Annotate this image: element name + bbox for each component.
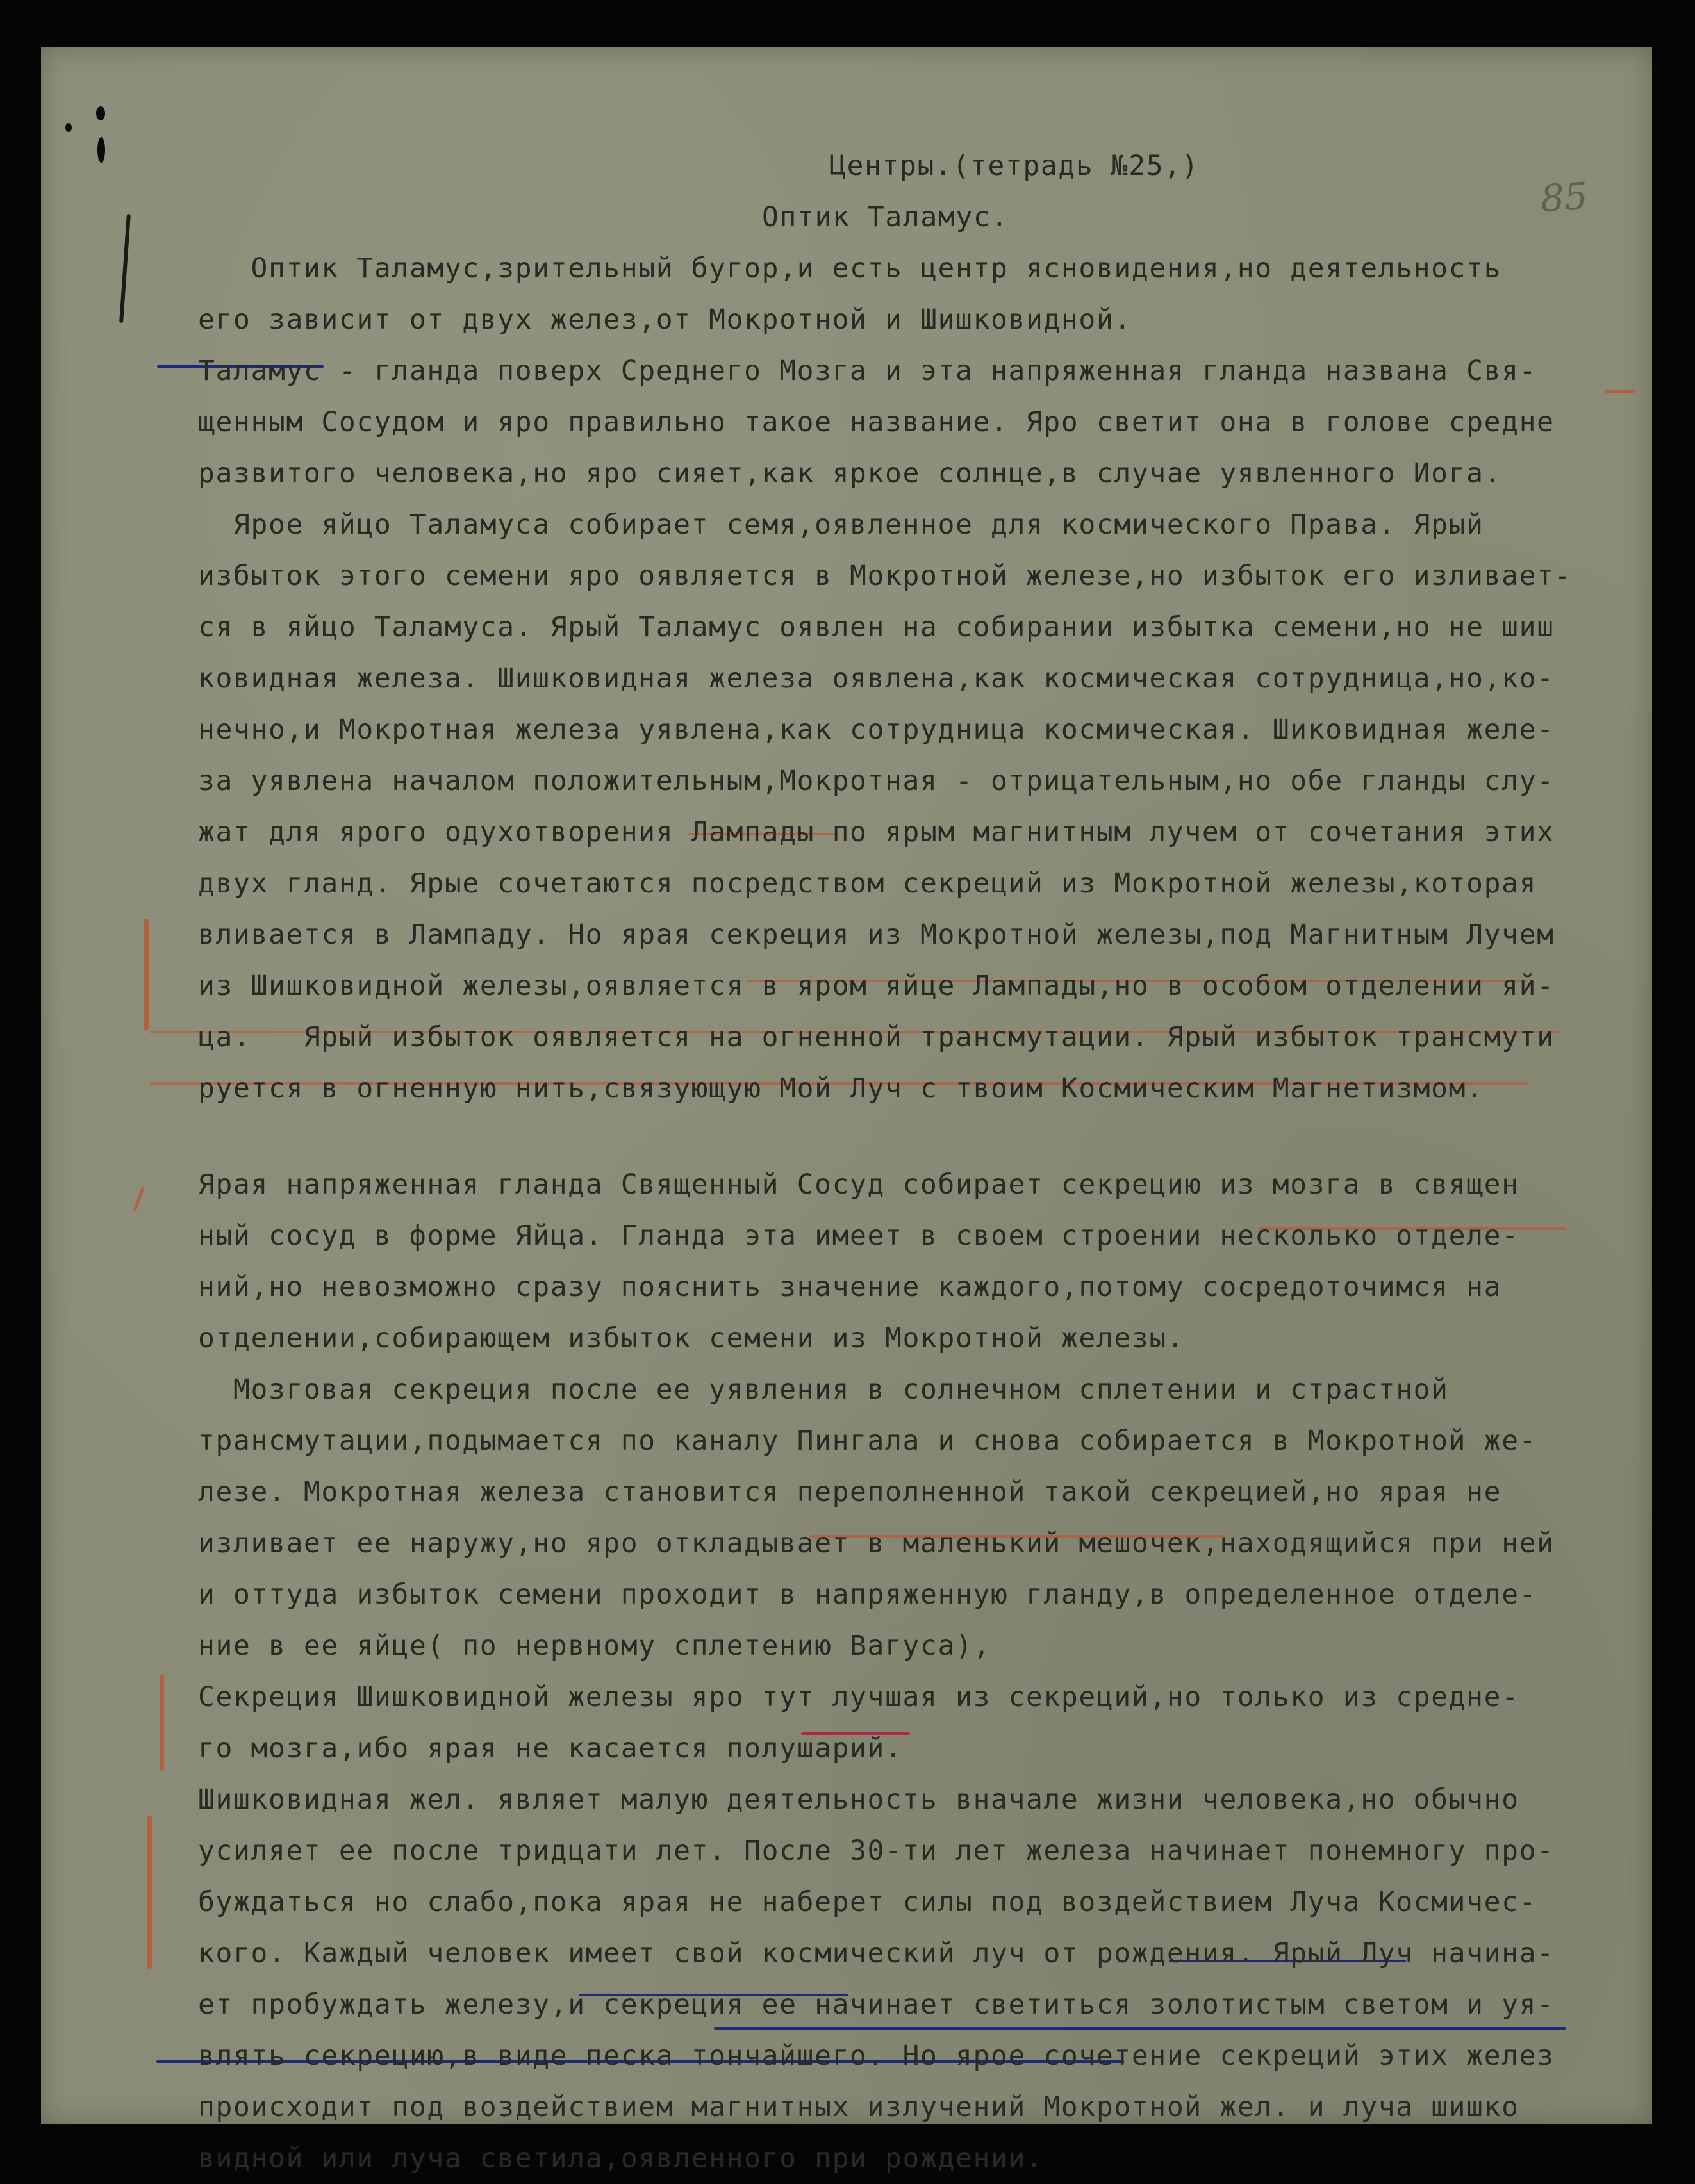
text-line: Ярая напряженная гланда Священный Сосуд собирает секрецию из мозга в священ bbox=[198, 1169, 1519, 1201]
text-line: ний,но невозможно сразу пояснить значение каждого,потому сосредоточимся на bbox=[198, 1271, 1502, 1303]
text-line: влять секрецию,в виде песка тончайшего. Но ярое сочетение секреций этих желез bbox=[198, 2040, 1555, 2072]
text-line: лезе. Мокротная железа становится переполненной такой секрецией,но ярая не bbox=[198, 1476, 1502, 1508]
text-line: усиляет ее после тридцати лет. После 30-ти лет железа начинает понемногу про- bbox=[198, 1835, 1555, 1867]
binding-hole bbox=[96, 106, 105, 120]
margin-mark-red bbox=[160, 1675, 164, 1771]
text-line: трансмутации,подымается по каналу Пингала и снова собирается в Мокротной же- bbox=[198, 1425, 1537, 1457]
folio-number: 85 bbox=[1539, 174, 1590, 221]
text-line: происходит под воздействием магнитных излучений Мокротной жел. и луча шишко bbox=[198, 2091, 1519, 2123]
text-line: из Шишковидной железы,оявляется в яром яйце Лампады,но в особом отделении яй- bbox=[198, 970, 1555, 1002]
document-title: Центры.(тетрадь №25,) bbox=[829, 150, 1200, 182]
document-page bbox=[41, 47, 1652, 2174]
text-line: Ярое яйцо Таламуса собирает семя,оявленное для космического Права. Ярый bbox=[198, 509, 1484, 541]
text-line: двух гланд. Ярые сочетаются посредством секреций из Мокротной железы,которая bbox=[198, 867, 1537, 899]
text-line: ца. Ярый избыток оявляется на огненной трансмутации. Ярый избыток трансмути bbox=[198, 1021, 1555, 1053]
text-line: и оттуда избыток семени проходит в напряженную гланду,в определенное отделе- bbox=[198, 1579, 1537, 1611]
text-line: Оптик Таламус,зрительный бугор,и есть центр ясновидения,но деятельность bbox=[198, 252, 1502, 284]
text-line: Мозговая секреция после ее уявления в солнечном сплетении и страстной bbox=[198, 1374, 1449, 1406]
text-line: Секреция Шишковидной железы яро тут лучшая из секреций,но только из средне- bbox=[198, 1681, 1519, 1713]
text-line: ный сосуд в форме Яйца. Гланда эта имеет в своем строении несколько отделе- bbox=[198, 1220, 1519, 1252]
binding-hole bbox=[65, 123, 72, 132]
text-line: руется в огненную нить,связующую Мой Луч с твоим Космическим Магнетизмом. bbox=[198, 1072, 1484, 1104]
text-line: видной или луча светила,оявленного при рождении. bbox=[198, 2142, 1044, 2174]
text-line: щенным Сосудом и яро правильно такое название. Яро светит она в голове средне bbox=[198, 406, 1555, 438]
margin-mark-black bbox=[119, 214, 131, 323]
text-line: избыток этого семени яро оявляется в Мокротной железе,но избыток его изливает- bbox=[198, 560, 1573, 592]
margin-mark-red bbox=[144, 919, 149, 1031]
text-line: Таламус - гланда поверх Среднего Мозга и эта напряженная гланда названа Свя- bbox=[198, 355, 1537, 387]
text-line: вливается в Лампаду. Но ярая секреция из Мокротной железы,под Магнитным Лучем bbox=[198, 919, 1555, 951]
text-line: нечно,и Мокротная железа уявлена,как сотрудница космическая. Шиковидная желе- bbox=[198, 714, 1555, 746]
text-line: кого. Каждый человек имеет свой космический луч от рождения. Ярый Луч начина- bbox=[198, 1937, 1555, 1969]
margin-mark-red bbox=[147, 1816, 152, 1969]
margin-mark-red bbox=[133, 1186, 144, 1211]
text-line: ся в яйцо Таламуса. Ярый Таламус оявлен на собирании избытка семени,но не шиш bbox=[198, 611, 1555, 643]
text-line: буждаться но слабо,пока ярая не наберет силы под воздействием Луча Космичес- bbox=[198, 1886, 1537, 1918]
paragraph-gap bbox=[198, 1114, 1633, 1159]
text-line: ние в ее яйце( по нервному сплетению Вагуса), bbox=[198, 1630, 991, 1662]
text-line: ет пробуждать железу,и секреция ее начинает светиться золотистым светом и уя- bbox=[198, 1989, 1555, 2021]
text-line: жат для ярого одухотворения Лампады по ярым магнитным лучем от сочетания этих bbox=[198, 816, 1555, 848]
document-subtitle: Оптик Таламус. bbox=[762, 201, 1009, 233]
text-line: развитого человека,но яро сияет,как яркое солнце,в случае уявленного Иога. bbox=[198, 457, 1502, 489]
text-line: изливает ее наружу,но яро откладывает в маленький мешочек,находящийся при ней bbox=[198, 1527, 1555, 1559]
text-line: Шишковидная жел. являет малую деятельность вначале жизни человека,но обычно bbox=[198, 1784, 1519, 1816]
text-line: ковидная железа. Шишковидная железа оявлена,как космическая сотрудница,но,ко- bbox=[198, 662, 1555, 694]
text-line: го мозга,ибо ярая не касается полушарий. bbox=[198, 1732, 903, 1764]
text-line: его зависит от двух желез,от Мокротной и Шишковидной. bbox=[198, 304, 1132, 336]
typed-text bbox=[198, 140, 1633, 2184]
text-line: отделении,собирающем избыток семени из Мокротной железы. bbox=[198, 1322, 1185, 1354]
binding-hole bbox=[97, 137, 105, 163]
text-line: за уявлена началом положительным,Мокротная - отрицательным,но обе гланды слу- bbox=[198, 765, 1555, 797]
